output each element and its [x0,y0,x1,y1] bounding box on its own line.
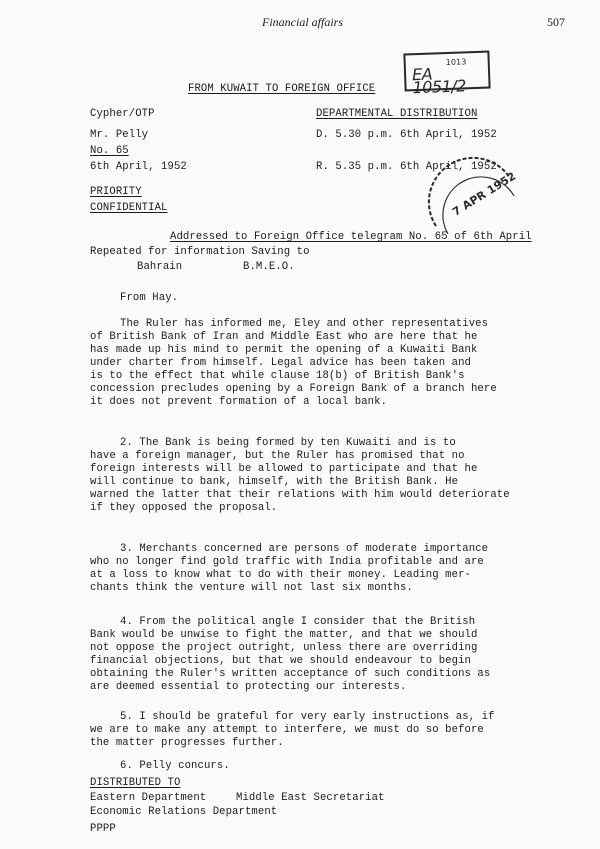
paragraph-6: 6. Pelly concurs. [120,760,230,772]
telegram-code: PPPP [90,823,116,835]
telegram-date: 6th April, 1952 [90,161,187,173]
paragraph-line: concession precludes opening by a Foreign Bank of a branch here [90,383,497,395]
paragraph-line: 2. The Bank is being formed by ten Kuwaiti and is to [120,437,456,449]
paragraph-line: not oppose the project outright, unless there are overriding [90,642,478,654]
paragraph-line: 4. From the political angle I consider that the British [120,616,476,628]
paragraph-line: 3. Merchants concerned are persons of moderate importance [120,543,489,555]
repeated-line: Repeated for information Saving to [90,246,310,258]
distribution-economic-relations: Economic Relations Department [90,806,278,818]
registry-code: EA 1051/2 [411,64,467,98]
despatch-time: D. 5.30 p.m. 6th April, 1952 [316,129,497,141]
paragraph-line: at a loss to know what to do with their money. Leading mer- [90,569,471,581]
cipher-label: Cypher/OTP [90,108,155,120]
paragraph-line: foreign interests will be allowed to participate and that he [90,463,478,475]
telegram-number: No. 65 [90,145,129,157]
paragraph-1 [90,318,497,409]
classification-label: CONFIDENTIAL [90,202,168,214]
priority-label: PRIORITY [90,186,142,198]
paragraph-5 [90,711,495,750]
sender: Mr. Pelly [90,129,149,141]
repeat-recipient-bahrain: Bahrain [137,261,183,273]
paragraph-line: has made up his mind to permit the opening of a Kuwaiti Bank [90,344,478,356]
paragraph-line: financial objections, but that we should endeavour to begin [90,655,471,667]
paragraph-line: of British Bank of Iran and Middle East who are here that he [90,331,478,343]
paragraph-line: obtaining the Ruler's written acceptance of such conditions as [90,668,491,680]
distributed-to-label: DISTRIBUTED TO [90,777,181,789]
paragraph-line: 5. I should be grateful for very early instructions as, if [120,711,495,723]
paragraph-2 [90,437,510,515]
paragraph-line: chants think the venture will not last six months. [90,582,413,594]
repeat-recipient-bmeo: B.M.E.O. [243,261,295,273]
registry-number: 1013 [445,57,467,68]
date-stamp-text: 7 APR 1952 [450,169,519,219]
paragraph-line: is to the effect that while clause 18(b) of British Bank's [90,370,465,382]
paragraph-3 [90,543,488,595]
paragraph-4 [90,616,490,694]
running-title: Financial affairs [262,15,343,29]
paragraph-line: Bank would be unwise to fight the matter, and that we should [90,629,478,641]
paragraph-line: if they opposed the proposal. [90,502,278,514]
paragraph-line: The Ruler has informed me, Eley and other representatives [120,318,489,330]
distribution-eastern-department: Eastern Department [90,792,207,804]
page-number: 507 [547,15,565,29]
paragraph-line: will continue to bank, himself, with the British Bank. He [90,476,459,488]
paragraph-line: the matter progresses further. [90,737,284,749]
paragraph-line: who no longer find gold traffic with India profitable and are [90,556,484,568]
receipt-time: R. 5.35 p.m. 6th April, 1952 [316,161,497,173]
distribution-label: DEPARTMENTAL DISTRIBUTION [316,108,478,120]
paragraph-line: it does not prevent formation of a local bank. [90,396,388,408]
salutation: From Hay. [120,292,179,304]
paragraph-line: warned the latter that their relations with him would deteriorate [90,489,510,501]
addressed-line: Addressed to Foreign Office telegram No. 65 of 6th April [170,231,532,243]
paragraph-line: under charter from himself. Legal advice has been taken and [90,357,471,369]
paragraph-line: we are to make any attempt to interfere, we must do so before [90,724,484,736]
paragraph-line: have a foreign manager, but the Ruler has promised that no [90,450,465,462]
registry-stamp [403,51,490,98]
telegram-heading: FROM KUWAIT TO FOREIGN OFFICE [188,83,376,95]
paragraph-line: are deemed essential to protecting our interests. [90,681,407,693]
distribution-middle-east-secretariat: Middle East Secretariat [236,792,385,804]
